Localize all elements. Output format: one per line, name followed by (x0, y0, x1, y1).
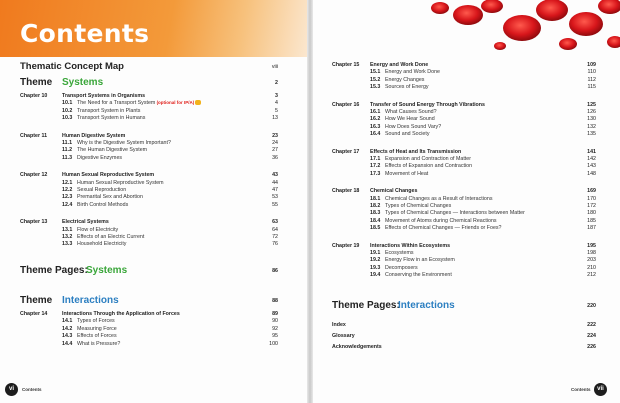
thumbs-up-icon (195, 100, 201, 105)
section-title-link[interactable]: Effects of an Electric Current (77, 234, 145, 240)
chapter-page: 195 (587, 242, 596, 249)
chapter-label: Chapter 14 (20, 311, 48, 317)
theme-label: Theme (20, 77, 53, 88)
section-page: 126 (587, 109, 596, 115)
theme-pages-systems[interactable]: Systems (86, 265, 128, 276)
chapter-page: 109 (587, 62, 596, 68)
section-number: 14.2 (62, 325, 73, 332)
blood-cell-icon (494, 42, 506, 50)
section-number: 12.1 (62, 179, 73, 186)
section-title-link[interactable]: Sources of Energy (385, 84, 429, 91)
section-page: 36 (272, 154, 278, 161)
section-title-link[interactable]: Digestive Enzymes (77, 154, 123, 161)
chapter-page: 63 (272, 219, 278, 226)
chapter-label: Chapter 11 (20, 132, 48, 139)
chapter-label: Chapter 12 (20, 172, 48, 179)
section-page: 100 (269, 340, 278, 347)
section-number: 10.2 (62, 107, 73, 114)
chapter-title-link[interactable]: Human Digestive System (62, 132, 126, 139)
section-number: 19.2 (370, 257, 381, 264)
page-number-badge: vi (5, 383, 18, 396)
section-number: 17.2 (370, 163, 381, 170)
section-title-link[interactable]: Measuring Force (77, 325, 117, 332)
section-title-link[interactable]: Why is the Digestive System Important? (77, 140, 171, 146)
section-page: 92 (272, 325, 278, 332)
chapter-page: 3 (275, 93, 278, 99)
page-title: Contents (20, 19, 150, 48)
footer-label: Contents (571, 387, 591, 392)
thematic-concept-map-page: viii (271, 64, 278, 70)
chapter-title-link[interactable]: Energy and Work Done (370, 62, 429, 68)
chapter-page: 89 (272, 311, 278, 317)
section-number: 13.1 (62, 226, 73, 233)
section-page: 170 (587, 195, 596, 202)
section-number: 16.3 (370, 123, 381, 130)
section-page: 27 (272, 147, 278, 154)
section-page: 24 (272, 140, 278, 146)
blood-cell-icon (569, 12, 603, 36)
section-number: 14.4 (62, 340, 73, 347)
section-number: 19.4 (370, 272, 381, 279)
chapter-page: 23 (272, 132, 278, 139)
section-number: 13.3 (62, 241, 73, 248)
section-title-link[interactable]: Effects of Chemical Changes — Friends or Foes? (385, 225, 502, 232)
section-title-link[interactable]: Sound and Society (385, 131, 430, 138)
chapter-title-link[interactable]: Electrical Systems (62, 219, 109, 226)
section-title-link[interactable]: Premarital Sex and Abortion (77, 194, 143, 201)
section-number: 17.1 (370, 156, 381, 162)
theme-interactions[interactable]: Interactions (62, 295, 119, 306)
section-number: 15.2 (370, 76, 381, 83)
theme-pages-systems-page: 86 (272, 268, 278, 274)
section-title-link[interactable]: Birth Control Methods (77, 201, 129, 208)
section-page: 110 (587, 69, 596, 76)
section-page: 13 (272, 115, 278, 122)
section-title-link[interactable]: Energy and Work Done (385, 69, 440, 76)
back-matter-link[interactable]: Acknowledgements (332, 344, 382, 350)
blood-cell-icon (598, 0, 620, 14)
section-page: 5 (275, 107, 278, 114)
section-number: 16.4 (370, 131, 381, 138)
section-number: 11.2 (62, 147, 73, 154)
section-page: 172 (587, 203, 596, 209)
section-title-link[interactable]: Human Sexual Reproductive System (77, 179, 164, 186)
section-page: 72 (272, 234, 278, 240)
section-title-link[interactable]: Movement of Atoms during Chemical Reactions (385, 217, 497, 224)
section-title-link[interactable]: Transport System in Plants (77, 107, 141, 114)
section-number: 11.3 (62, 154, 73, 161)
section-title-link[interactable]: How We Hear Sound (385, 116, 435, 123)
section-page: 115 (587, 84, 596, 91)
section-title-link[interactable]: Ecosystems (385, 250, 414, 256)
blood-cell-icon (453, 5, 483, 25)
section-page: 44 (272, 179, 278, 186)
page-number-badge: vii (594, 383, 607, 396)
section-page: 143 (587, 163, 596, 170)
section-title-link[interactable]: Types of Chemical Changes — Interactions between Matter (385, 210, 525, 217)
section-number: 16.1 (370, 109, 381, 115)
section-title-link[interactable]: Types of Chemical Changes (385, 203, 452, 209)
section-title-link[interactable]: Conserving the Environment (385, 272, 452, 279)
section-page: 210 (587, 264, 596, 271)
chapter-page: 125 (587, 101, 596, 108)
section-title-link[interactable]: How Does Sound Vary? (385, 123, 442, 130)
section-number: 19.1 (370, 250, 381, 256)
section-page: 135 (587, 131, 596, 138)
section-title-link[interactable]: The Need for a Transport System (optional for IP/A) (77, 100, 201, 106)
chapter-label: Chapter 17 (332, 148, 360, 155)
chapter-title-link[interactable]: Interactions Through the Application of Forces (62, 311, 180, 317)
chapter-label: Chapter 16 (332, 101, 360, 108)
section-page: 95 (272, 333, 278, 340)
section-title-link[interactable]: Movement of Heat (385, 170, 429, 177)
section-page: 212 (587, 272, 596, 279)
theme-pages-interactions-page: 220 (587, 303, 596, 309)
section-page: 55 (272, 201, 278, 208)
chapter-page: 43 (272, 172, 278, 179)
section-number: 13.2 (62, 234, 73, 240)
section-page: 198 (587, 250, 596, 256)
section-number: 18.3 (370, 210, 381, 217)
section-title-link[interactable]: Expansion and Contraction of Matter (385, 156, 471, 162)
blood-cell-icon (431, 2, 449, 14)
section-page: 132 (587, 123, 596, 130)
chapter-label: Chapter 18 (332, 188, 360, 195)
section-number: 18.2 (370, 203, 381, 209)
blood-cell-icon (536, 0, 568, 21)
chapter-title-link[interactable]: Transfer of Sound Energy Through Vibrations (370, 101, 485, 108)
section-page: 64 (272, 226, 278, 233)
section-page: 90 (272, 318, 278, 325)
section-number: 19.3 (370, 264, 381, 271)
section-number: 14.3 (62, 333, 73, 340)
section-page: 180 (587, 210, 596, 217)
section-title-link[interactable]: Energy Flow in an Ecosystem (385, 257, 455, 264)
section-title-link[interactable]: Flow of Electricity (77, 226, 119, 233)
theme-label: Theme (20, 295, 53, 306)
contents-banner (0, 0, 307, 57)
chapter-label: Chapter 13 (20, 219, 48, 226)
section-title-link[interactable]: Decomposers (385, 264, 418, 271)
section-title-link[interactable]: The Human Digestive System (77, 147, 148, 154)
chapter-page: 141 (587, 148, 596, 155)
chapter-page: 169 (587, 188, 596, 195)
section-number: 10.1 (62, 100, 73, 107)
section-title-link[interactable]: Effects of Expansion and Contraction (385, 163, 473, 170)
chapter-title-link[interactable]: Human Sexual Reproductive System (62, 172, 155, 179)
section-page: 112 (587, 76, 596, 83)
theme-interactions-page: 88 (272, 298, 278, 304)
section-page: 148 (587, 170, 596, 177)
section-title-link[interactable]: Household Electricity (77, 241, 127, 248)
blood-cell-icon (481, 0, 503, 13)
chapter-label: Chapter 10 (20, 93, 48, 99)
section-page: 203 (587, 257, 596, 264)
theme-systems[interactable]: Systems (62, 77, 104, 88)
theme-pages-interactions[interactable]: Interactions (398, 300, 455, 311)
section-title-link[interactable]: Energy Changes (385, 76, 425, 83)
section-number: 11.1 (62, 140, 73, 146)
section-number: 14.1 (62, 318, 73, 325)
optional-note: (optional for IP/A) (155, 100, 195, 106)
footer-label: Contents (22, 387, 42, 392)
back-matter-link[interactable]: Index (332, 322, 346, 328)
blood-cells-illustration (430, 0, 620, 60)
section-title-link[interactable]: Chemical Changes as a Result of Interactions (385, 195, 493, 202)
chapter-title-link[interactable]: Chemical Changes (370, 188, 418, 195)
section-page: 76 (272, 241, 278, 248)
section-number: 18.5 (370, 225, 381, 232)
section-page: 4 (275, 100, 278, 107)
back-matter-link[interactable]: Glossary (332, 333, 355, 339)
section-number: 16.2 (370, 116, 381, 123)
section-title-link[interactable]: Effects of Forces (77, 333, 117, 340)
blood-cell-icon (607, 36, 620, 48)
section-number: 18.1 (370, 195, 381, 202)
section-number: 15.3 (370, 84, 381, 91)
book-gutter (307, 0, 313, 403)
section-number: 12.2 (62, 187, 73, 193)
thematic-concept-map-title[interactable]: Thematic Concept Map (20, 61, 124, 72)
chapter-title-link[interactable]: Transport Systems in Organisms (62, 93, 146, 99)
back-matter-page: 226 (587, 344, 596, 350)
chapter-title-link[interactable]: Effects of Heat and Its Transmission (370, 148, 462, 155)
blood-cell-icon (559, 38, 577, 50)
theme-pages-label: Theme Pages: (332, 300, 400, 311)
section-title-link[interactable]: What is Pressure? (77, 340, 121, 347)
section-number: 15.1 (370, 69, 381, 76)
section-title-link[interactable]: Transport System in Humans (77, 115, 146, 122)
section-page: 185 (587, 217, 596, 224)
chapter-label: Chapter 15 (332, 62, 360, 68)
chapter-label: Chapter 19 (332, 242, 360, 249)
section-number: 18.4 (370, 217, 381, 224)
section-page: 187 (587, 225, 596, 232)
section-number: 17.3 (370, 170, 381, 177)
section-title-link[interactable]: Sexual Reproduction (77, 187, 127, 193)
blood-cell-icon (503, 15, 541, 41)
section-title-link[interactable]: Types of Forces (77, 318, 115, 325)
back-matter-page: 224 (587, 333, 596, 339)
section-page: 53 (272, 194, 278, 201)
section-number: 10.3 (62, 115, 73, 122)
theme-pages-label: Theme Pages: (20, 265, 88, 276)
section-title-link[interactable]: What Causes Sound? (385, 109, 437, 115)
back-matter-page: 222 (587, 322, 596, 328)
section-page: 142 (587, 156, 596, 162)
section-number: 12.3 (62, 194, 73, 201)
section-number: 12.4 (62, 201, 73, 208)
section-page: 47 (272, 187, 278, 193)
section-page: 130 (587, 116, 596, 123)
chapter-title-link[interactable]: Interactions Within Ecosystems (370, 242, 451, 249)
theme-systems-page: 2 (275, 80, 278, 86)
